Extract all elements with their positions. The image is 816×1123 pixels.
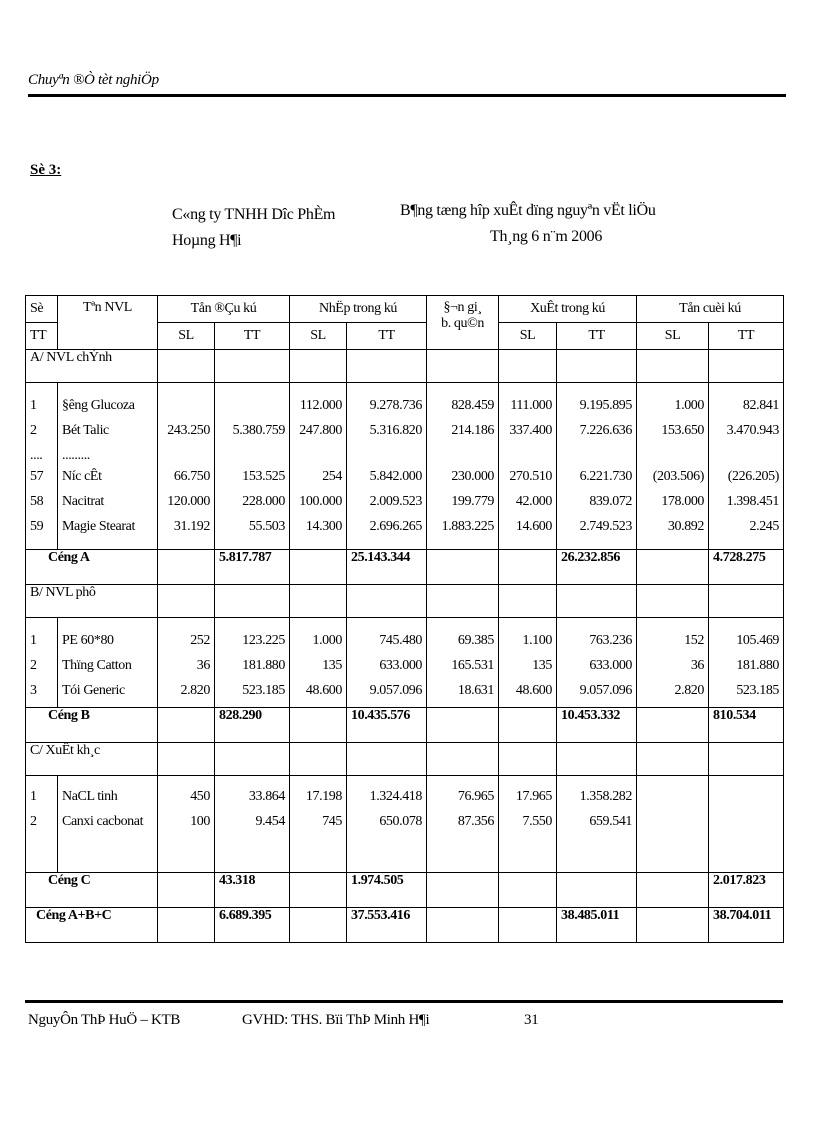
cell-stt: 1 <box>30 398 37 413</box>
cell-name: Níc cÊt <box>62 469 102 484</box>
cell-e_sl: 270.510 <box>509 469 553 484</box>
column-o_tt <box>215 776 290 873</box>
cell-i_tt: 5.842.000 <box>369 469 423 484</box>
cell-price: 87.356 <box>457 814 495 829</box>
cell-e_tt: 1.358.282 <box>579 789 633 804</box>
column-stt <box>26 776 58 873</box>
cell-o_tt: 523.185 <box>242 683 285 698</box>
cell-stt: 2 <box>30 423 37 438</box>
cell-c_sl <box>641 809 704 834</box>
cell-price: 230.000 <box>451 469 495 484</box>
cell-i_sl: 14.300 <box>305 519 342 534</box>
cell-c_sl: 152 <box>684 633 705 648</box>
header-tt: TT <box>215 323 290 350</box>
cell-e_tt: 633.000 <box>589 658 633 673</box>
column-o_sl <box>158 776 215 873</box>
cell-i_sl: 48.600 <box>305 683 342 698</box>
cell-name: Magie Stearat <box>62 519 135 534</box>
cell-i_tt: 5.316.820 <box>369 423 423 438</box>
header-sl: SL <box>158 323 215 350</box>
cell-price: 18.631 <box>457 683 495 698</box>
header-sl: SL <box>499 323 557 350</box>
grand-total-label: Céng A+B+C <box>26 908 158 943</box>
cell-i_sl: 1.000 <box>312 633 342 648</box>
cell-o_sl: 243.250 <box>167 423 210 438</box>
summary-table <box>25 295 784 943</box>
cell-stt: 1 <box>30 789 37 804</box>
cell-stt: 57 <box>30 469 44 484</box>
total-row <box>26 873 784 908</box>
cell-e_tt: 9.195.895 <box>579 398 633 413</box>
cell-c_tt: 82.841 <box>742 398 780 413</box>
cell-c_sl: (203.506) <box>652 469 705 484</box>
section-header-row <box>26 743 784 776</box>
cell-i_sl: 247.800 <box>299 423 342 438</box>
cell-e_sl <box>503 443 552 464</box>
cell-o_tt: 228.000 <box>242 494 285 509</box>
header-unit-price: §¬n gi¸ b. qu©n <box>427 296 499 350</box>
cell-name: Tói Generic <box>62 683 125 698</box>
cell-i_tt: 650.078 <box>379 814 423 829</box>
cell-i_sl: 17.198 <box>305 789 342 804</box>
section-label: B/ NVL phô <box>26 585 158 618</box>
total-total_c_tt: 810.534 <box>709 708 784 743</box>
cell-stt: 59 <box>30 519 44 534</box>
cell-e_sl: 48.600 <box>515 683 553 698</box>
column-e_tt <box>557 383 637 550</box>
cell-c_tt <box>713 784 779 809</box>
cell-c_sl <box>641 784 704 809</box>
header-sl: SL <box>290 323 347 350</box>
cell-o_sl: 66.750 <box>173 469 210 484</box>
column-price <box>427 618 499 708</box>
column-c_sl <box>637 383 709 550</box>
total-label: Céng C <box>26 873 158 908</box>
cell-i_tt: 9.278.736 <box>369 398 423 413</box>
column-stt <box>26 618 58 708</box>
cell-i_tt: 2.009.523 <box>369 494 423 509</box>
cell-o_tt: 181.880 <box>242 658 285 673</box>
column-stt <box>26 383 58 550</box>
cell-o_tt: 153.525 <box>242 469 285 484</box>
cell-i_tt: 633.000 <box>379 658 423 673</box>
column-c_tt <box>709 383 784 550</box>
header-tt: TT <box>347 323 427 350</box>
cell-c_tt: 2.245 <box>749 519 780 534</box>
cell-name: ......... <box>62 448 90 463</box>
report-date: Th¸ng 6 n¨m 2006 <box>490 228 603 245</box>
section-header-row <box>26 585 784 618</box>
column-o_sl <box>158 618 215 708</box>
cell-e_sl: 337.400 <box>509 423 553 438</box>
column-name <box>58 776 158 873</box>
cell-c_tt: 1.398.451 <box>726 494 780 509</box>
header-sl: SL <box>637 323 709 350</box>
cell-o_tt <box>219 443 285 464</box>
cell-name: Canxi cacbonat <box>62 814 144 829</box>
cell-price: 1.883.225 <box>441 519 495 534</box>
header-closing: Tån cuèi kú <box>637 296 784 323</box>
cell-i_sl: 745 <box>322 814 342 829</box>
section-label: C/ XuÊt kh¸c <box>26 743 158 776</box>
cell-price <box>431 443 494 464</box>
cell-price: 76.965 <box>457 789 495 804</box>
cell-e_sl: 111.000 <box>510 398 553 413</box>
column-o_sl <box>158 383 215 550</box>
header-tt: TT <box>26 323 58 350</box>
cell-c_tt: 523.185 <box>736 683 780 698</box>
cell-e_tt: 763.236 <box>589 633 633 648</box>
cell-c_sl: 30.892 <box>667 519 705 534</box>
total-label: Céng A <box>26 550 158 585</box>
cell-i_tt: 2.696.265 <box>369 519 423 534</box>
cell-i_tt <box>351 443 422 464</box>
total-total_e_tt: 10.453.332 <box>557 708 637 743</box>
column-price <box>427 776 499 873</box>
footer-advisor: GVHD: THS. Bïi ThÞ Minh H¶i <box>242 1012 430 1028</box>
cell-price: 69.385 <box>457 633 495 648</box>
cell-name: Thïng Catton <box>62 658 132 673</box>
cell-i_sl: 135 <box>322 658 342 673</box>
company-name: C«ng ty TNHH Dîc PhÈm <box>172 206 336 223</box>
cell-c_sl: 178.000 <box>661 494 705 509</box>
cell-name: Nacitrat <box>62 494 104 509</box>
running-header: Chuyªn ®Ò tèt nghiÖp <box>28 72 159 88</box>
cell-c_sl: 36 <box>690 658 705 673</box>
section-header-row <box>26 350 784 383</box>
cell-c_sl: 1.000 <box>674 398 705 413</box>
cell-name: PE 60*80 <box>62 633 114 648</box>
column-e_tt <box>557 618 637 708</box>
column-e_sl <box>499 776 557 873</box>
cell-e_sl: 14.600 <box>515 519 553 534</box>
column-c_sl <box>637 776 709 873</box>
company-location: Hoµng H¶i <box>172 232 242 249</box>
cell-o_tt: 55.503 <box>248 519 285 534</box>
column-e_sl <box>499 618 557 708</box>
total-total_e_tt: 26.232.856 <box>557 550 637 585</box>
column-c_tt <box>709 618 784 708</box>
cell-i_sl <box>294 443 342 464</box>
cell-i_tt: 745.480 <box>379 633 423 648</box>
column-i_tt <box>347 383 427 550</box>
cell-e_sl: 42.000 <box>515 494 553 509</box>
cell-i_sl: 112.000 <box>299 398 342 413</box>
header-import: NhËp trong kú <box>290 296 427 323</box>
grand-total-i_tt: 37.553.416 <box>347 908 427 943</box>
cell-price: 828.459 <box>451 398 495 413</box>
cell-o_tt: 9.454 <box>255 814 285 829</box>
cell-stt: 58 <box>30 494 44 509</box>
cell-e_sl: 17.965 <box>515 789 553 804</box>
cell-e_sl: 135 <box>532 658 553 673</box>
cell-e_tt <box>561 443 632 464</box>
header-tt: TT <box>557 323 637 350</box>
total-total_o_tt: 43.318 <box>215 873 290 908</box>
section-label: A/ NVL chÝnh <box>26 350 158 383</box>
data-block-row <box>26 383 784 550</box>
cell-c_sl: 2.820 <box>674 683 705 698</box>
cell-i_sl: 100.000 <box>299 494 342 509</box>
total-total_i_tt: 1.974.505 <box>347 873 427 908</box>
cell-c_tt <box>713 443 779 464</box>
header-opening: Tån ®Çu kú <box>158 296 290 323</box>
column-i_tt <box>347 618 427 708</box>
column-i_sl <box>290 618 347 708</box>
footer-rule <box>25 1000 783 1003</box>
header-tt: TT <box>709 323 784 350</box>
cell-o_sl <box>162 393 210 418</box>
figure-label: Sè 3: <box>30 162 62 178</box>
cell-price: 165.531 <box>451 658 495 673</box>
cell-i_sl: 254 <box>322 469 342 484</box>
cell-o_sl <box>162 443 210 464</box>
cell-stt: 3 <box>30 683 37 698</box>
column-o_tt <box>215 383 290 550</box>
cell-stt: 2 <box>30 658 37 673</box>
cell-o_sl: 120.000 <box>167 494 210 509</box>
cell-o_sl: 100 <box>190 814 210 829</box>
cell-e_tt: 6.221.730 <box>579 469 633 484</box>
column-c_sl <box>637 618 709 708</box>
grand-total-e_tt: 38.485.011 <box>557 908 637 943</box>
cell-e_tt: 9.057.096 <box>579 683 633 698</box>
cell-e_tt: 2.749.523 <box>579 519 633 534</box>
cell-o_sl: 450 <box>190 789 210 804</box>
total-total_e_tt <box>557 873 637 908</box>
column-name <box>58 383 158 550</box>
cell-e_sl: 1.100 <box>522 633 553 648</box>
cell-name: NaCL tinh <box>62 789 118 804</box>
cell-c_tt: (226.205) <box>727 469 780 484</box>
company-block <box>172 202 335 254</box>
cell-i_tt: 9.057.096 <box>369 683 423 698</box>
cell-o_sl: 2.820 <box>180 683 210 698</box>
cell-o_tt: 5.380.759 <box>232 423 285 438</box>
report-title: B¶ng tæng hîp xuÊt dïng nguyªn vËt liÖu <box>400 202 656 219</box>
cell-c_tt: 181.880 <box>736 658 780 673</box>
total-total_c_tt: 4.728.275 <box>709 550 784 585</box>
cell-e_sl: 7.550 <box>522 814 553 829</box>
column-e_tt <box>557 776 637 873</box>
data-block-row <box>26 776 784 873</box>
cell-e_tt: 7.226.636 <box>579 423 633 438</box>
cell-o_tt: 123.225 <box>242 633 285 648</box>
column-o_tt <box>215 618 290 708</box>
column-c_tt <box>709 776 784 873</box>
cell-o_sl: 36 <box>196 658 210 673</box>
cell-stt: .... <box>30 448 43 463</box>
cell-o_sl: 31.192 <box>173 519 210 534</box>
column-name <box>58 618 158 708</box>
column-i_sl <box>290 383 347 550</box>
column-price <box>427 383 499 550</box>
data-block-row <box>26 618 784 708</box>
cell-i_tt: 1.324.418 <box>369 789 423 804</box>
total-row <box>26 550 784 585</box>
grand-total-c_tt: 38.704.011 <box>709 908 784 943</box>
cell-c_tt: 105.469 <box>736 633 780 648</box>
cell-name: §êng Glucoza <box>62 398 135 413</box>
total-row <box>26 708 784 743</box>
page-number: 31 <box>524 1012 539 1028</box>
cell-c_sl: 153.650 <box>661 423 705 438</box>
column-i_sl <box>290 776 347 873</box>
cell-c_tt: 3.470.943 <box>726 423 780 438</box>
header-stt: Sè <box>26 296 58 323</box>
footer-author: NguyÔn ThÞ HuÖ – KTB <box>28 1012 181 1028</box>
cell-o_sl: 252 <box>190 633 210 648</box>
column-e_sl <box>499 383 557 550</box>
cell-c_tt <box>713 809 779 834</box>
total-total_o_tt: 828.290 <box>215 708 290 743</box>
column-i_tt <box>347 776 427 873</box>
cell-stt: 2 <box>30 814 37 829</box>
cell-o_tt: 33.864 <box>248 789 285 804</box>
total-label: Céng B <box>26 708 158 743</box>
cell-o_tt <box>219 393 285 418</box>
cell-price: 199.779 <box>451 494 495 509</box>
total-total_i_tt: 10.435.576 <box>347 708 427 743</box>
header-rule <box>28 94 786 97</box>
grand-total-row <box>26 908 784 943</box>
cell-e_tt: 659.541 <box>589 814 633 829</box>
total-total_i_tt: 25.143.344 <box>347 550 427 585</box>
header-material-name: Tªn NVL <box>58 296 158 350</box>
cell-price: 214.186 <box>451 423 495 438</box>
cell-stt: 1 <box>30 633 37 648</box>
total-total_o_tt: 5.817.787 <box>215 550 290 585</box>
total-total_c_tt: 2.017.823 <box>709 873 784 908</box>
header-export: XuÊt trong kú <box>499 296 637 323</box>
cell-name: Bét Talic <box>62 423 109 438</box>
grand-total-o_tt: 6.689.395 <box>215 908 290 943</box>
cell-e_tt: 839.072 <box>589 494 633 509</box>
cell-c_sl <box>641 443 704 464</box>
